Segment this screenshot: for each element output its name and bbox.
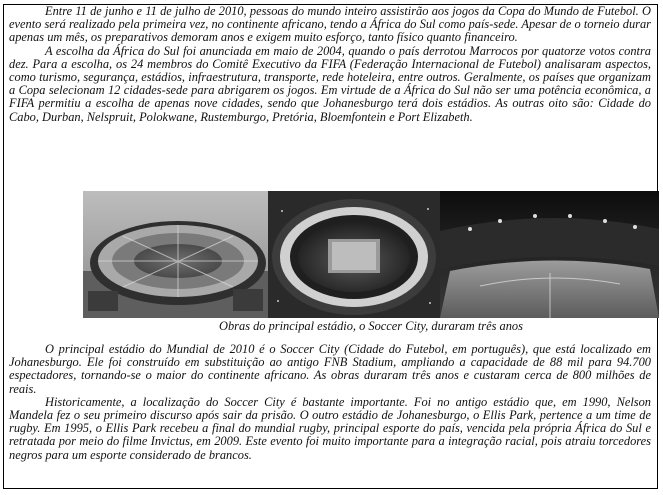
stadium-night-aerial-photo — [268, 191, 440, 318]
paragraph-4: Historicamente, a localização do Soccer City é bastante importante. Foi no antigo estádio que, em 1990, Nelson Mandela fez o seu primeiro discurso após sair da prisão. O outro estádio de Johanesburgo, o Ellis Park, pertence a um time de rugby. Em 1995, o Ellis Park recebeu a final do mundial rugby, principal esporte do país, vencida pela própria África do Sul e retratada por meio do filme Invictus, em 2009. Este evento foi muito importante para a integração racial, pois atraiu torcedores negros para um esporte considerado de brancos. — [9, 394, 651, 462]
stadium-photo-strip — [83, 191, 659, 318]
paragraph-2: A escolha da África do Sul foi anunciada em maio de 2004, quando o país derrotou Marrocos por quatorze votos contra dez. Para a escolha, os 24 membros do Comitê Executivo da FIFA (Federação Internacional de Futebol) analisaram aspectos, como turismo, segurança, estádios, infraestrutura, transporte, rede hoteleira, entre outros. Geralmente, os países que organizam a Copa selecionam 12 cidades-sede para abrigarem os jogos. Em virtude de a África do Sul não ser uma potência econômica, a FIFA permitiu a escolha de apenas nove cidades, sendo que Johanesburgo terá dois estádios. As outras oito são: Cidade do Cabo, Durban, Nelspruit, Polokwane, Rustemburgo, Pretória, Bloemfontein e Port Elizabeth. — [9, 43, 651, 124]
article-text-bottom — [9, 343, 651, 462]
stadium-construction-aerial-photo — [83, 191, 268, 318]
article-text-top — [9, 5, 651, 124]
paragraph-3: O principal estádio do Mundial de 2010 é o Soccer City (Cidade do Futebol, em português), que está localizado em Johanesburgo. Ele foi construído em substituição ao antigo FNB Stadium, ampliando a capacidade de 88 mil para 94.700 espectadores, tornando-se o maior do continente africano. As obras duraram três anos e custaram cerca de 800 milhões de reais. — [9, 342, 651, 396]
figure-caption: Obras do principal estádio, o Soccer City, duraram três anos — [219, 319, 523, 333]
paragraph-1: Entre 11 de junho e 11 de julho de 2010, pessoas do mundo inteiro assistirão aos jogos da Copa do Mundo de Futebol. O evento será realizado pela primeira vez, no continente africano, tendo a África do Sul como país-sede. Apesar de o torneio durar apenas um mês, os preparativos demoram anos e exigem muito esforço, tanto físico quanto financeiro. — [9, 4, 651, 45]
stadium-interior-lights-photo — [440, 191, 659, 318]
